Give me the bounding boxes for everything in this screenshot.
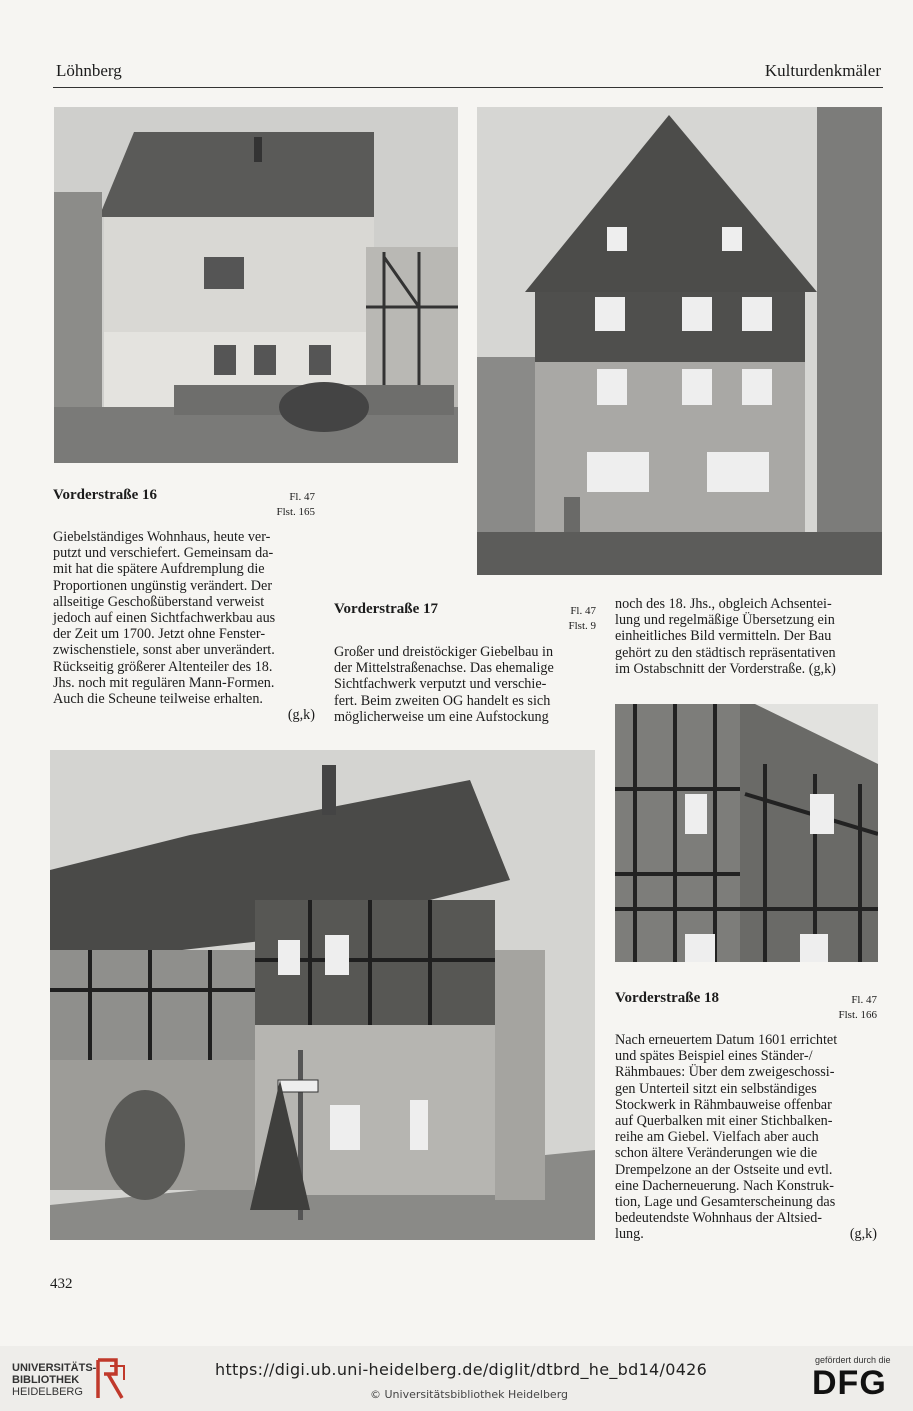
- header-rule: [53, 87, 883, 88]
- text-line: Nach erneuertem Datum 1601 errichtet: [615, 1032, 838, 1048]
- text-line: gen Unterteil sitzt ein selbständiges: [615, 1080, 817, 1097]
- text-line: auf Querbalken mit einer Stichbalken-: [615, 1113, 833, 1130]
- entry-fl-ref-18: [800, 993, 877, 1023]
- text-line: lung und regelmäßige Übersetzung ein: [615, 612, 835, 629]
- text-line: Rückseitig größerer Altenteiler des 18.: [53, 658, 273, 675]
- entry-body-18: [615, 1032, 877, 1243]
- text-line: im Ostabschnitt der Vorderstraße. (g,k): [615, 660, 836, 677]
- author-signature: (g,k): [287, 707, 315, 724]
- text-line: Stockwerk in Rähmbauweise offenbar: [615, 1096, 832, 1113]
- text-line: Proportionen ungünstig verändert. Der: [53, 577, 273, 594]
- library-logo-icon: [94, 1356, 128, 1402]
- text-line: schon ältere Veränderungen wie die: [615, 1145, 818, 1162]
- library-name-line: UNIVERSITÄTS-: [12, 1362, 97, 1374]
- entry-body-16: [53, 529, 315, 723]
- text-line: mit hat die spätere Aufdremplung die: [53, 561, 265, 578]
- fl-number: Fl. 47: [570, 605, 596, 617]
- text-line: noch des 18. Jhs., obgleich Achsentei-: [615, 596, 832, 612]
- copyright-notice: © Universitätsbibliothek Heidelberg: [370, 1388, 569, 1401]
- text-line: bedeutendste Wohnhaus der Altsied-: [615, 1210, 823, 1227]
- photo-vorderstrasse-17: [477, 107, 882, 575]
- text-line: und spätes Beispiel eines Ständer-/: [615, 1048, 813, 1065]
- dfg-logo: DFG: [812, 1364, 887, 1402]
- dfg-funding-note: gefördert durch die: [815, 1355, 891, 1365]
- text-line: Auch die Scheune teilweise erhalten.: [53, 691, 263, 708]
- page-number: 432: [50, 1276, 73, 1292]
- text-line: einheitliches Bild vermitteln. Der Bau: [615, 628, 832, 645]
- fl-number: Fl. 47: [289, 491, 315, 503]
- text-line: der Zeit um 1700. Jetzt ohne Fenster-: [53, 626, 266, 643]
- text-line: Rähmbaues: Über dem zweigeschossi-: [615, 1064, 835, 1081]
- text-line: gehört zu den städtisch repräsentativen: [615, 644, 836, 661]
- text-line: allseitige Geschoßüberstand verweist: [53, 593, 265, 610]
- text-line: reihe am Giebel. Vielfach aber auch: [615, 1129, 819, 1146]
- text-line: Jhs. noch mit regulären Mann-Formen.: [53, 674, 275, 691]
- entry-body-17: [334, 644, 596, 725]
- text-line: Drempelzone an der Ostseite und evtl.: [615, 1161, 833, 1178]
- text-line: der Mittelstraßenachse. Das ehemalige: [334, 660, 554, 677]
- entry-title-vorderstrasse-18: Vorderstraße 18: [615, 990, 720, 1006]
- text-line: fert. Beim zweiten OG handelt es sich: [334, 692, 551, 709]
- text-line: zwischenstiele, sonst aber unverändert.: [53, 642, 275, 659]
- text-line: eine Dacherneuerung. Nach Konstruk-: [615, 1177, 835, 1194]
- library-name-line: BIBLIOTHEK: [12, 1374, 80, 1386]
- entry-title-vorderstrasse-17: Vorderstraße 17: [334, 601, 439, 617]
- flst-number: Flst. 9: [568, 620, 596, 632]
- flst-number: Flst. 165: [276, 506, 315, 518]
- photo-vorderstrasse-18-detail: [615, 704, 878, 962]
- text-line-last: [615, 1226, 877, 1242]
- footer-bar: [0, 1346, 913, 1411]
- entry-fl-ref-17: [520, 604, 596, 634]
- text-line: möglicherweise um eine Aufstockung: [334, 708, 549, 725]
- text-line: Giebelständiges Wohnhaus, heute ver-: [53, 529, 271, 545]
- running-head-right: Kulturdenkmäler: [764, 61, 881, 80]
- text-line: jedoch auf einen Sichtfachwerkbau aus: [53, 610, 276, 627]
- library-name-line: HEIDELBERG: [12, 1386, 83, 1398]
- author-signature: (g,k): [849, 1226, 877, 1243]
- library-name: [12, 1362, 96, 1398]
- flst-number: Flst. 166: [838, 1009, 877, 1021]
- text-line: Großer und dreistöckiger Giebelbau in: [334, 644, 554, 660]
- photo-vorderstrasse-16: [54, 107, 458, 463]
- running-head-left: Löhnberg: [56, 61, 122, 80]
- fl-number: Fl. 47: [851, 994, 877, 1006]
- entry-fl-ref-16: [240, 490, 315, 520]
- photo-vorderstrasse-18-street: [50, 750, 595, 1240]
- text-line: lung.: [615, 1226, 644, 1243]
- entry-body-17-continued: [615, 596, 877, 677]
- entry-title-vorderstrasse-16: Vorderstraße 16: [53, 487, 158, 503]
- text-line: tion, Lage und Gesamterscheinung das: [615, 1194, 836, 1211]
- text-line: Sichtfachwerk verputzt und verschie-: [334, 676, 547, 693]
- permalink-url[interactable]: https://digi.ub.uni-heidelberg.de/diglit/dtbrd_he_bd14/0426: [215, 1360, 708, 1379]
- text-line: putzt und verschiefert. Gemeinsam da-: [53, 545, 274, 562]
